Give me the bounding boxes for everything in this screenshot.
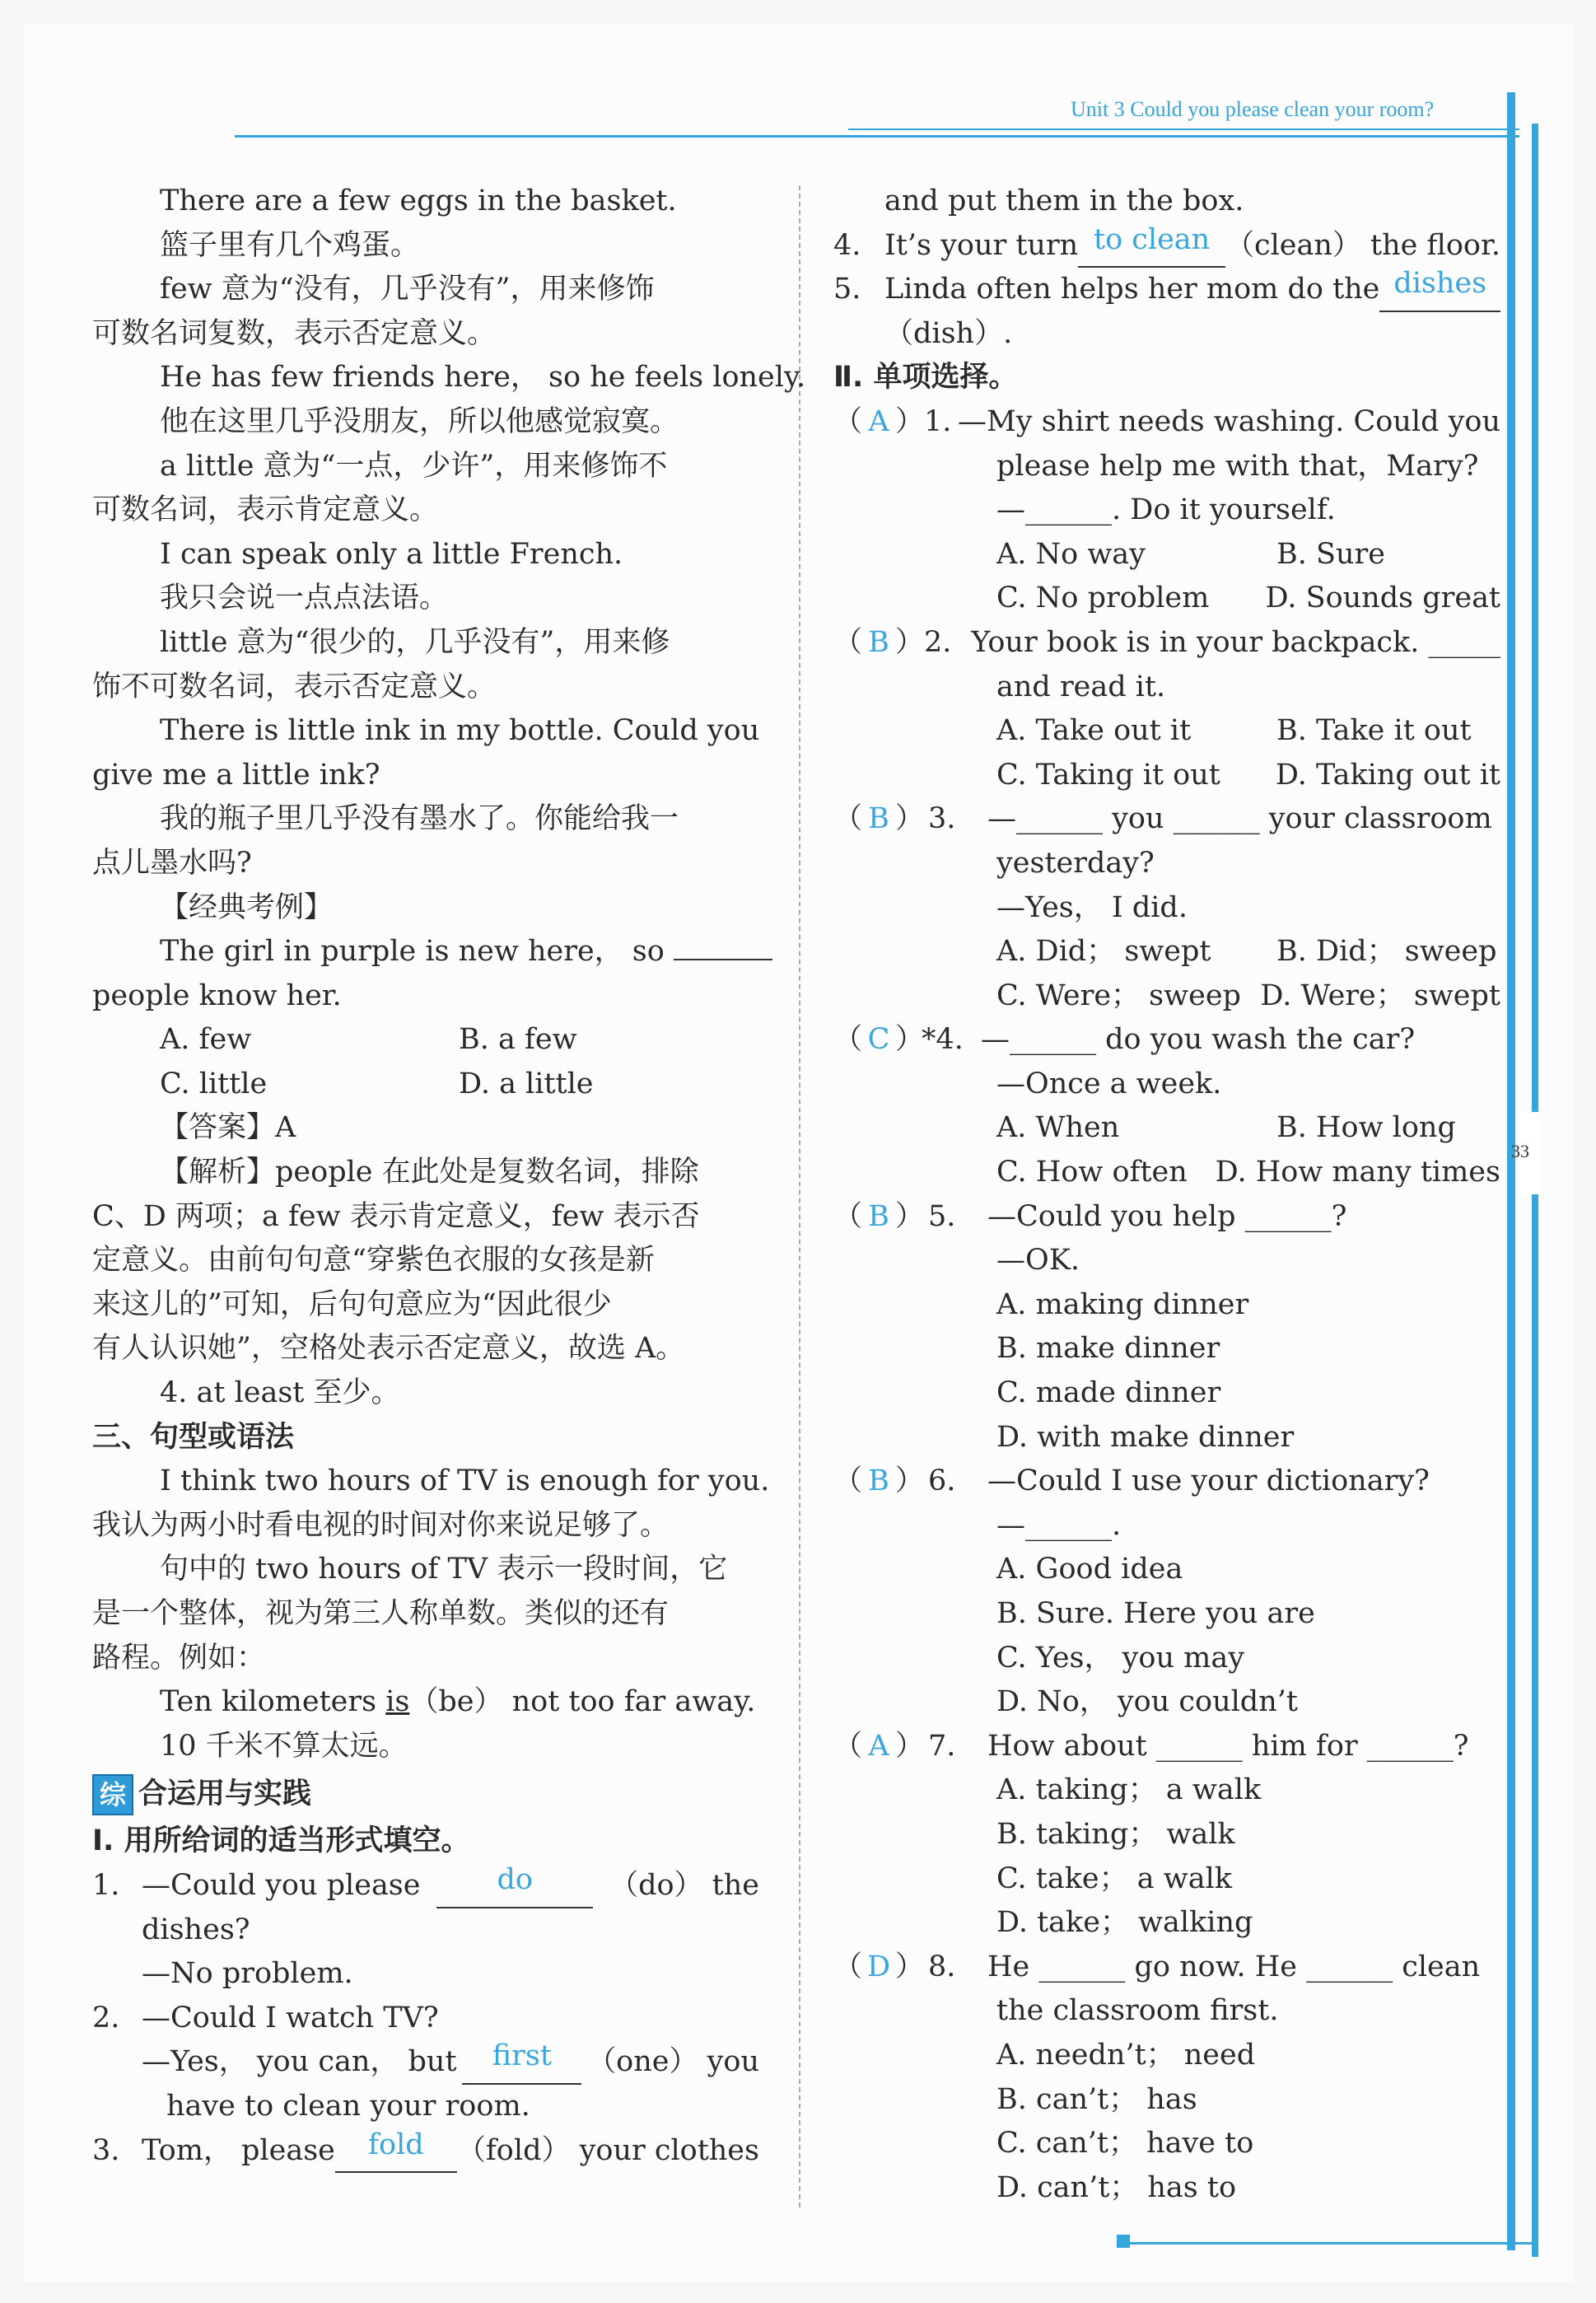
option: C. made dinner: [996, 1376, 1221, 1410]
text-line: There is little ink in my bottle. Could you: [160, 714, 760, 748]
option: B. make dinner: [996, 1332, 1220, 1366]
text-line: —No problem.: [142, 1957, 353, 1991]
header-title: Unit 3 Could you please clean your room?: [1071, 97, 1435, 121]
text-line: He has few friends here， so he feels lonely.: [160, 361, 806, 395]
mc-question-7: [833, 1725, 1500, 1769]
option: A. Did； swept: [996, 935, 1211, 969]
option: A. When: [996, 1111, 1120, 1145]
option: B. Take it out: [1276, 714, 1472, 748]
text-line: have to clean your room.: [166, 2089, 530, 2123]
right-border-bar: [1507, 92, 1515, 2250]
text-line: 饰不可数名词，表示否定意义。: [92, 670, 497, 703]
option: D. Were； swept: [1260, 979, 1500, 1012]
text-line: few 意为“没有，几乎没有”，用来修饰: [160, 273, 655, 306]
fill-item-2-line: —Yes， you can， but first （one） you: [92, 2040, 759, 2085]
fill-item-5: 5. Linda often helps her mom do the dishes: [833, 268, 1500, 312]
text-line: Ten kilometers is（be） not too far away.: [160, 1685, 756, 1719]
question-text: —OK.: [996, 1244, 1080, 1278]
options-row: [833, 930, 1500, 974]
option: C. No problem: [996, 582, 1210, 615]
bottom-rule: [1120, 2242, 1536, 2245]
option: C. Yes， you may: [996, 1641, 1244, 1675]
question-text: —My shirt needs washing. Could you: [957, 404, 1500, 438]
question-number: 2.: [924, 625, 952, 659]
question-text: —Once a week.: [996, 1067, 1222, 1100]
text-line: and put them in the box.: [884, 185, 1244, 217]
answer-letter: B: [868, 802, 889, 836]
part2-title: Ⅱ. 单项选择。: [833, 361, 1018, 395]
mc-question-4: [833, 1018, 1500, 1063]
answer-letter: D: [866, 1950, 891, 1983]
text-line: 定意义。由前句句意“穿紫色衣服的女孩是新: [92, 1244, 655, 1278]
answer-letter: B: [868, 625, 889, 659]
text-line: people know her.: [92, 979, 342, 1012]
question-number: 7.: [928, 1729, 956, 1763]
answer-blank: first: [462, 2040, 581, 2085]
example-options: C. little D. a little: [160, 1067, 594, 1100]
multiple-choice-list: [833, 400, 1500, 2210]
fill-item-3: 3. Tom， please fold （fold） your clothes: [92, 2129, 759, 2174]
page-number: 33: [1511, 1141, 1529, 1161]
answer-bracket: （ D ）: [833, 1946, 928, 1990]
question-text: please help me with that，Mary?: [996, 449, 1479, 483]
option: B. How long: [1276, 1111, 1456, 1145]
text-line: a little 意为“一点，少许”，用来修饰不: [160, 449, 668, 483]
option: B. taking； walk: [996, 1817, 1235, 1851]
question-text: Your book is in your backpack. _____: [971, 625, 1500, 659]
answer-bracket: （ B ）: [833, 621, 924, 666]
answer-blank: dishes: [1379, 268, 1500, 312]
option: C. Taking it out: [996, 758, 1220, 792]
question-number: 1.: [924, 404, 952, 438]
option: A. needn’t； need: [996, 2038, 1256, 2072]
example-question: The girl in purple is new here， so: [92, 930, 759, 974]
options-row: [833, 754, 1500, 798]
text-line: 我认为两小时看电视的时间对你来说足够了。: [92, 1508, 670, 1542]
question-text: and read it.: [996, 670, 1166, 703]
answer-blank: fold: [335, 2129, 457, 2174]
options-row: [833, 1106, 1500, 1151]
question-text: How about ______ him for ______?: [987, 1729, 1469, 1763]
question-number: 3.: [928, 802, 956, 836]
text-line: little 意为“很少的，几乎没有”，用来修: [160, 625, 670, 659]
answer-bracket: （ B ）: [833, 1195, 928, 1240]
right-column: [833, 180, 1500, 2210]
option: D. No， you couldn’t: [996, 1685, 1298, 1719]
text-line: 他在这里几乎没朋友，所以他感觉寂寞。: [160, 404, 679, 438]
option: D. take； walking: [996, 1906, 1253, 1940]
answer-line: 【答案】A: [160, 1111, 296, 1145]
text-line: 10 千米不算太远。: [160, 1729, 408, 1763]
section-heading: 三、句型或语法: [92, 1420, 295, 1454]
question-text: He ______ go now. He ______ clean: [987, 1950, 1481, 1983]
question-text: —______ you ______ your classroom: [987, 802, 1492, 836]
options-row: [833, 974, 1500, 1019]
bottom-marker: [1117, 2235, 1130, 2248]
answer-letter: B: [868, 1199, 889, 1233]
answer-letter: C: [867, 1023, 890, 1057]
option: A. making dinner: [996, 1287, 1249, 1321]
answer-bracket: （ B ）: [833, 1460, 928, 1504]
answer-bracket: （ A ）: [833, 1725, 928, 1769]
mc-question-1: [833, 400, 1500, 445]
answer-bracket: （ C ）: [833, 1018, 928, 1063]
option: B. Sure: [1276, 537, 1385, 571]
answer-letter: B: [868, 1464, 889, 1498]
option: A. Take out it: [996, 714, 1192, 748]
text-line: 是一个整体，视为第三人称单数。类似的还有: [92, 1597, 670, 1630]
answer-letter: A: [868, 404, 889, 438]
mc-question-8: [833, 1946, 1500, 1990]
text-line: give me a little ink?: [92, 758, 380, 792]
question-text: —Could I use your dictionary?: [987, 1464, 1430, 1498]
practice-icon: 综: [92, 1774, 133, 1815]
text-line: dishes?: [142, 1913, 250, 1946]
question-text: —______.: [996, 1508, 1122, 1542]
text-line: I can speak only a little French.: [160, 537, 623, 571]
option: C. Were； sweep: [996, 979, 1241, 1012]
option: D. How many times: [1215, 1156, 1500, 1189]
question-text: —______. Do it yourself.: [996, 493, 1336, 527]
option: D. with make dinner: [996, 1420, 1295, 1454]
question-text: —Could you help ______?: [987, 1199, 1347, 1233]
text-line: 来这儿的”可知，后句句意应为“因此很少: [92, 1287, 612, 1321]
answer-blank: [674, 959, 772, 960]
header-rule-top: [848, 128, 1519, 130]
mc-question-3: [833, 797, 1500, 842]
question-text: —______ do you wash the car?: [981, 1023, 1416, 1057]
option: A. taking； a walk: [996, 1773, 1262, 1807]
options-row: [833, 533, 1500, 577]
mc-question-5: [833, 1195, 1500, 1240]
fill-item-4: 4. It’s your turn to clean （clean） the floor.: [833, 224, 1500, 269]
option: D. Taking out it: [1275, 758, 1500, 792]
example-heading: 【经典考例】: [160, 890, 334, 924]
option: D. Sounds great: [1265, 582, 1500, 615]
mc-question-2: [833, 621, 1500, 666]
left-column: [92, 180, 806, 2173]
answer-blank: do: [436, 1864, 593, 1908]
options-row: [833, 577, 1500, 621]
text-line: 可数名词，表示肯定意义。: [92, 493, 439, 527]
text-line: 【解析】people 在此处是复数名词，排除: [160, 1156, 699, 1189]
text-line: C、D 两项；a few 表示肯定意义，few 表示否: [92, 1199, 700, 1233]
text-line: 可数名词复数，表示否定意义。: [92, 316, 497, 350]
question-number: *4.: [922, 1023, 964, 1057]
header-rule: [235, 135, 1519, 138]
option: C. How often: [996, 1156, 1188, 1189]
practice-section-heading: 综 合运用与实践: [92, 1768, 759, 1820]
options-row: [833, 1151, 1500, 1195]
option: A. No way: [996, 537, 1146, 571]
answer-letter: A: [868, 1729, 889, 1763]
text-line: （dish）.: [884, 316, 1013, 350]
text-line: I think two hours of TV is enough for you.: [160, 1464, 770, 1498]
option: A. Good idea: [996, 1553, 1183, 1586]
text-line: There are a few eggs in the basket.: [160, 185, 677, 217]
text-line: 篮子里有几个鸡蛋。: [160, 228, 420, 262]
mc-question-6: [833, 1460, 1500, 1504]
part1-title: Ⅰ. 用所给词的适当形式填空。: [92, 1824, 470, 1858]
answer-bracket: （ B ）: [833, 797, 928, 842]
question-number: 6.: [928, 1464, 956, 1498]
text-line: 我只会说一点点法语。: [160, 582, 449, 615]
fill-item-2: 2. —Could I watch TV?: [92, 2001, 439, 2034]
question-text: the classroom first.: [996, 1994, 1279, 2028]
option: B. Did； sweep: [1276, 935, 1497, 969]
question-text: —Yes， I did.: [996, 890, 1188, 924]
text-line: 路程。例如：: [92, 1641, 266, 1675]
answer-bracket: （ A ）: [833, 400, 924, 445]
text-line: 点儿墨水吗?: [92, 846, 252, 880]
option: D. can’t； has to: [996, 2170, 1237, 2204]
option: B. Sure. Here you are: [996, 1597, 1315, 1630]
options-row: [833, 709, 1500, 754]
option: B. can’t； has: [996, 2082, 1197, 2116]
text-line: 有人认识她”，空格处表示否定意义，故选 A。: [92, 1332, 685, 1366]
text-line: 我的瓶子里几乎没有墨水了。你能给我一: [160, 802, 679, 836]
option: C. can’t； have to: [996, 2127, 1254, 2161]
question-number: 5.: [928, 1199, 956, 1233]
text-line: 句中的 two hours of TV 表示一段时间，它: [160, 1553, 728, 1586]
example-options: A. few B. a few: [160, 1023, 577, 1057]
answer-blank: to clean: [1078, 224, 1225, 269]
text-line: 4. at least 至少。: [160, 1376, 400, 1410]
question-text: yesterday?: [996, 846, 1155, 880]
column-divider: [799, 185, 800, 2207]
question-number: 8.: [928, 1950, 956, 1983]
fill-item-1: 1. —Could you please do （do） the: [92, 1864, 759, 1908]
option: C. take； a walk: [996, 1862, 1232, 1895]
